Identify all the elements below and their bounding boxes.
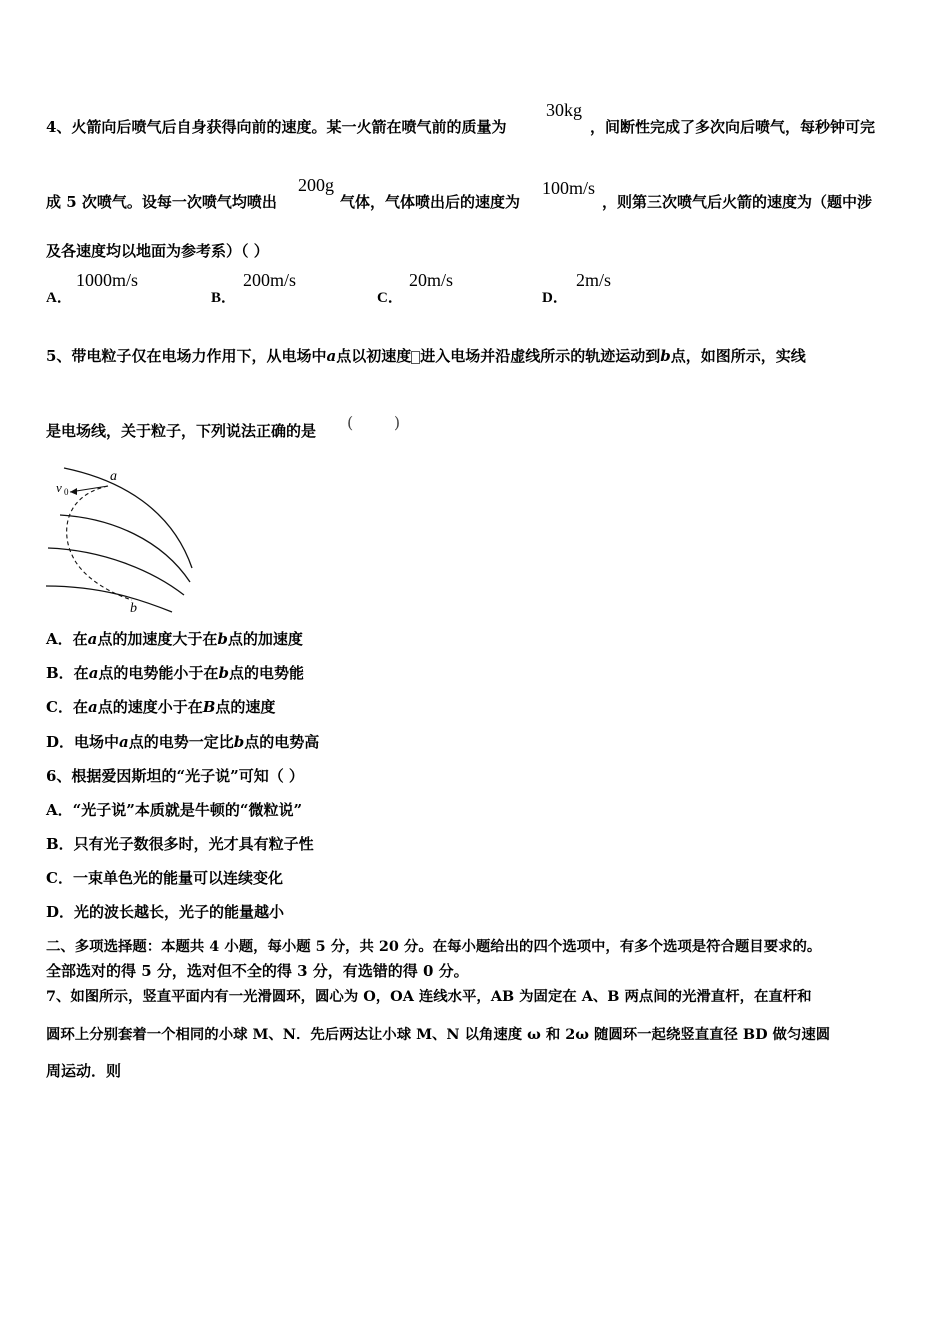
trajectory-dashed (67, 486, 132, 600)
q7-line2: 圆环上分别套着一个相同的小球 M、N．先后两达让小球 M、N 以角速度 ω 和 2ω 随圆环一起绕竖直直径 BD 做匀速圆 (46, 1026, 831, 1043)
q5-opt-b-v1: a (88, 664, 99, 682)
q5-opt-d-pre: D．电场中 (46, 733, 120, 751)
q4-option-c-value: 20m/s (409, 270, 454, 290)
q4-line3: 及各速度均以地面为参考系）（ ） (46, 242, 269, 260)
q4-option-b-letter: B． (211, 290, 237, 306)
q5-opt-c-post: 点的速度 (215, 698, 276, 716)
q5-var-b: b (660, 347, 671, 365)
q5-opt-c-v2: B (202, 698, 216, 716)
q5-line1-a: 5、带电粒子仅在电场力作用下，从电场中 (46, 347, 327, 365)
q5-line2: 是电场线，关于粒子，下列说法正确的是 (46, 422, 317, 440)
q5-opt-d-v1: a (119, 733, 129, 751)
q5-line1-d: 点，如图所示，实线 (670, 347, 806, 365)
electric-field-figure (42, 460, 202, 618)
q7-line1: 7、如图所示，竖直平面内有一光滑圆环，圆心为 O，OA 连线水平，AB 为固定在 A、B 两点间的光滑直杆，在直杆和 (46, 988, 812, 1005)
q5-opt-b-pre: B．在 (46, 664, 89, 682)
q5-option-a (46, 628, 303, 649)
q5-answer-paren: ( ) (347, 413, 401, 432)
q5-line1-b: 点以初速度 (336, 347, 412, 365)
label-v: v (56, 480, 62, 495)
q4-option-d-value: 2m/s (576, 270, 612, 290)
q7-line3: 周运动．则 (46, 1062, 122, 1080)
q6-option-c: C．一束单色光的能量可以连续变化 (46, 869, 283, 887)
q5-option-c (46, 696, 275, 717)
q4-line1-suffix: ，间断性完成了多次向后喷气，每秒钟可完 (590, 118, 876, 136)
q5-option-d (46, 731, 319, 752)
q5-option-b (46, 662, 304, 683)
q5-opt-a-v2: b (217, 630, 228, 648)
q4-option-c-letter: C． (377, 290, 403, 306)
section2-line2: 全部选对的得 5 分，选对但不全的得 3 分，有选错的得 0 分。 (46, 962, 469, 980)
q5-opt-c-pre: C．在 (46, 698, 88, 716)
label-b: b (130, 601, 137, 616)
v0-placeholder-icon (411, 351, 420, 364)
field-line-3 (48, 548, 184, 595)
q4-mass: 30kg (546, 100, 582, 120)
q4-line2-suffix: ，则第三次喷气后火箭的速度为（题中涉 (602, 193, 873, 211)
q4-line2-prefix: 成 5 次喷气。设每一次喷气均喷出 (46, 193, 277, 211)
q5-line1 (46, 345, 806, 366)
q5-opt-d-v2: b (233, 733, 245, 751)
q4-option-a-letter: A． (46, 290, 72, 306)
label-a: a (110, 469, 117, 484)
q5-opt-b-v2: b (218, 664, 229, 682)
q5-opt-a-pre: A．在 (46, 630, 88, 648)
q4-line1-prefix: 4、火箭向后喷气后自身获得向前的速度。某一火箭在喷气前的质量为 (46, 118, 507, 136)
q5-opt-b-mid: 点的电势能小于在 (98, 664, 219, 682)
q5-opt-a-mid: 点的加速度大于在 (97, 630, 218, 648)
q4-option-b-value: 200m/s (243, 270, 297, 290)
q4-option-a-value: 1000m/s (76, 270, 139, 290)
arrowhead-icon (70, 488, 77, 495)
q5-opt-d-post: 点的电势高 (244, 733, 320, 751)
q4-gas-mass: 200g (298, 175, 334, 195)
q5-line1-c: 进入电场并沿虚线所示的轨迹运动到 (420, 347, 661, 365)
q6-option-a: A．“光子说”本质就是牛顿的“微粒说” (46, 801, 303, 819)
q5-opt-c-v1: a (87, 698, 98, 716)
q5-opt-d-mid: 点的电势一定比 (128, 733, 234, 751)
q6-option-d: D．光的波长越长，光子的能量越小 (46, 903, 285, 921)
section2-line1: 二、多项选择题：本题共 4 小题，每小题 5 分，共 20 分。在每小题给出的四个选项中，有多个选项是符合题目要求的。 (46, 938, 822, 955)
q5-opt-a-v1: a (87, 630, 98, 648)
q4-line2-mid: 气体，气体喷出后的速度为 (340, 193, 521, 211)
q4-option-d-letter: D． (542, 290, 568, 306)
q5-opt-c-mid: 点的速度小于在 (97, 698, 203, 716)
q4-gas-speed: 100m/s (542, 178, 596, 198)
q5-opt-b-post: 点的电势能 (228, 664, 304, 682)
q6-option-b: B．只有光子数很多时，光才具有粒子性 (46, 835, 314, 853)
q5-opt-a-post: 点的加速度 (227, 630, 303, 648)
q6-stem: 6、根据爱因斯坦的“光子说”可知（ ） (46, 767, 304, 785)
label-v-sub: 0 (64, 487, 69, 497)
field-line-2 (60, 515, 190, 582)
q5-var-a: a (326, 347, 337, 365)
